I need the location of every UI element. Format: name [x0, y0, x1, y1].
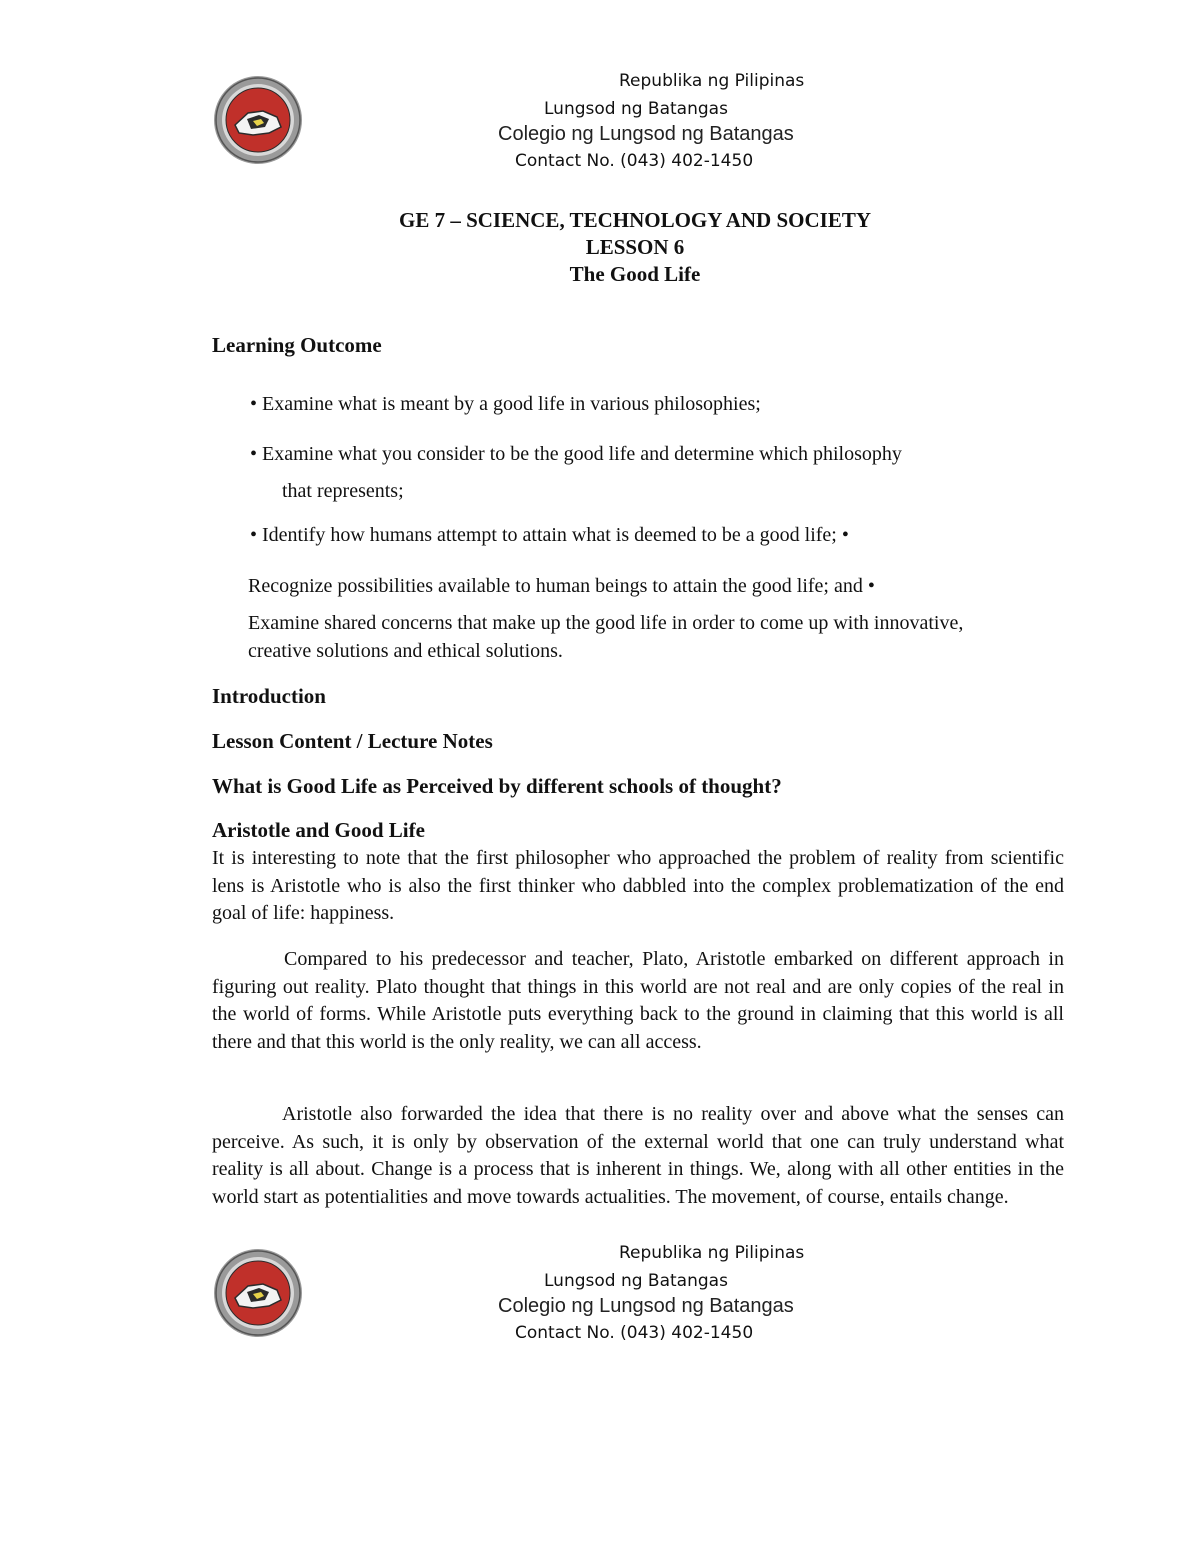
header-contact-repeat: Contact No. (043) 402-1450 [515, 1323, 754, 1343]
document-title [0, 207, 1200, 288]
outcome-bullet-1: • Examine what is meant by a good life in various philosophies; [250, 393, 761, 415]
outcome-bullet-2: • Examine what you consider to be the good life and determine which philosophy [250, 443, 902, 465]
school-seal-icon [213, 75, 303, 165]
course-title: GE 7 – SCIENCE, TECHNOLOGY AND SOCIETY [398, 208, 872, 232]
lesson-content-heading: Lesson Content / Lecture Notes [212, 729, 493, 753]
header-contact: Contact No. (043) 402-1450 [515, 151, 754, 171]
school-seal [213, 75, 303, 170]
header-city-repeat: Lungsod ng Batangas [544, 1271, 728, 1291]
header-college: Colegio ng Lungsod ng Batangas [498, 123, 794, 145]
header-country: Republika ng Pilipinas [619, 71, 805, 91]
outcome-item-5: Examine shared concerns that make up the good life in order to come up with innovative, creative solutions and ethical solutions. [248, 612, 964, 662]
aristotle-heading: Aristotle and Good Life [212, 818, 425, 842]
header-college-repeat: Colegio ng Lungsod ng Batangas [498, 1295, 794, 1317]
school-seal-icon [213, 1248, 303, 1338]
lesson-topic: The Good Life [569, 262, 701, 286]
header-city: Lungsod ng Batangas [544, 99, 728, 119]
lesson-number: LESSON 6 [585, 235, 685, 259]
school-seal-repeat [213, 1248, 303, 1343]
learning-outcome-heading: Learning Outcome [212, 333, 382, 357]
outcome-bullet-2-continued: that represents; [282, 480, 404, 502]
question-heading: What is Good Life as Perceived by different schools of thought? [212, 774, 782, 798]
paragraph-2: Compared to his predecessor and teacher, Plato, Aristotle embarked on different approach in figuring out reality. Plato thought that things in this world are not real and are only copies of the real in the world of forms. While Aristotle puts everything back to the ground in claiming that this world is all there and that this world is the only reality, we can all access. [212, 948, 1064, 1053]
header-country-repeat: Republika ng Pilipinas [619, 1243, 805, 1263]
outcome-item-4: Recognize possibilities available to human beings to attain the good life; and • [248, 575, 875, 597]
paragraph-1: It is interesting to note that the first philosopher who approached the problem of reality from scientific lens is Aristotle who is also the first thinker who dabbled into the complex problematization of the end goal of life: happiness. [212, 847, 1064, 924]
paragraph-3: Aristotle also forwarded the idea that there is no reality over and above what the senses can perceive. As such, it is only by observation of the external world that one can truly understand what reality is all about. Change is a process that is inherent in things. We, along with all other entities in the world start as potentialities and move towards actualities. The movement, of course, entails change. [212, 1103, 1064, 1208]
introduction-heading: Introduction [212, 684, 326, 708]
outcome-bullet-3: • Identify how humans attempt to attain what is deemed to be a good life; • [250, 524, 849, 546]
